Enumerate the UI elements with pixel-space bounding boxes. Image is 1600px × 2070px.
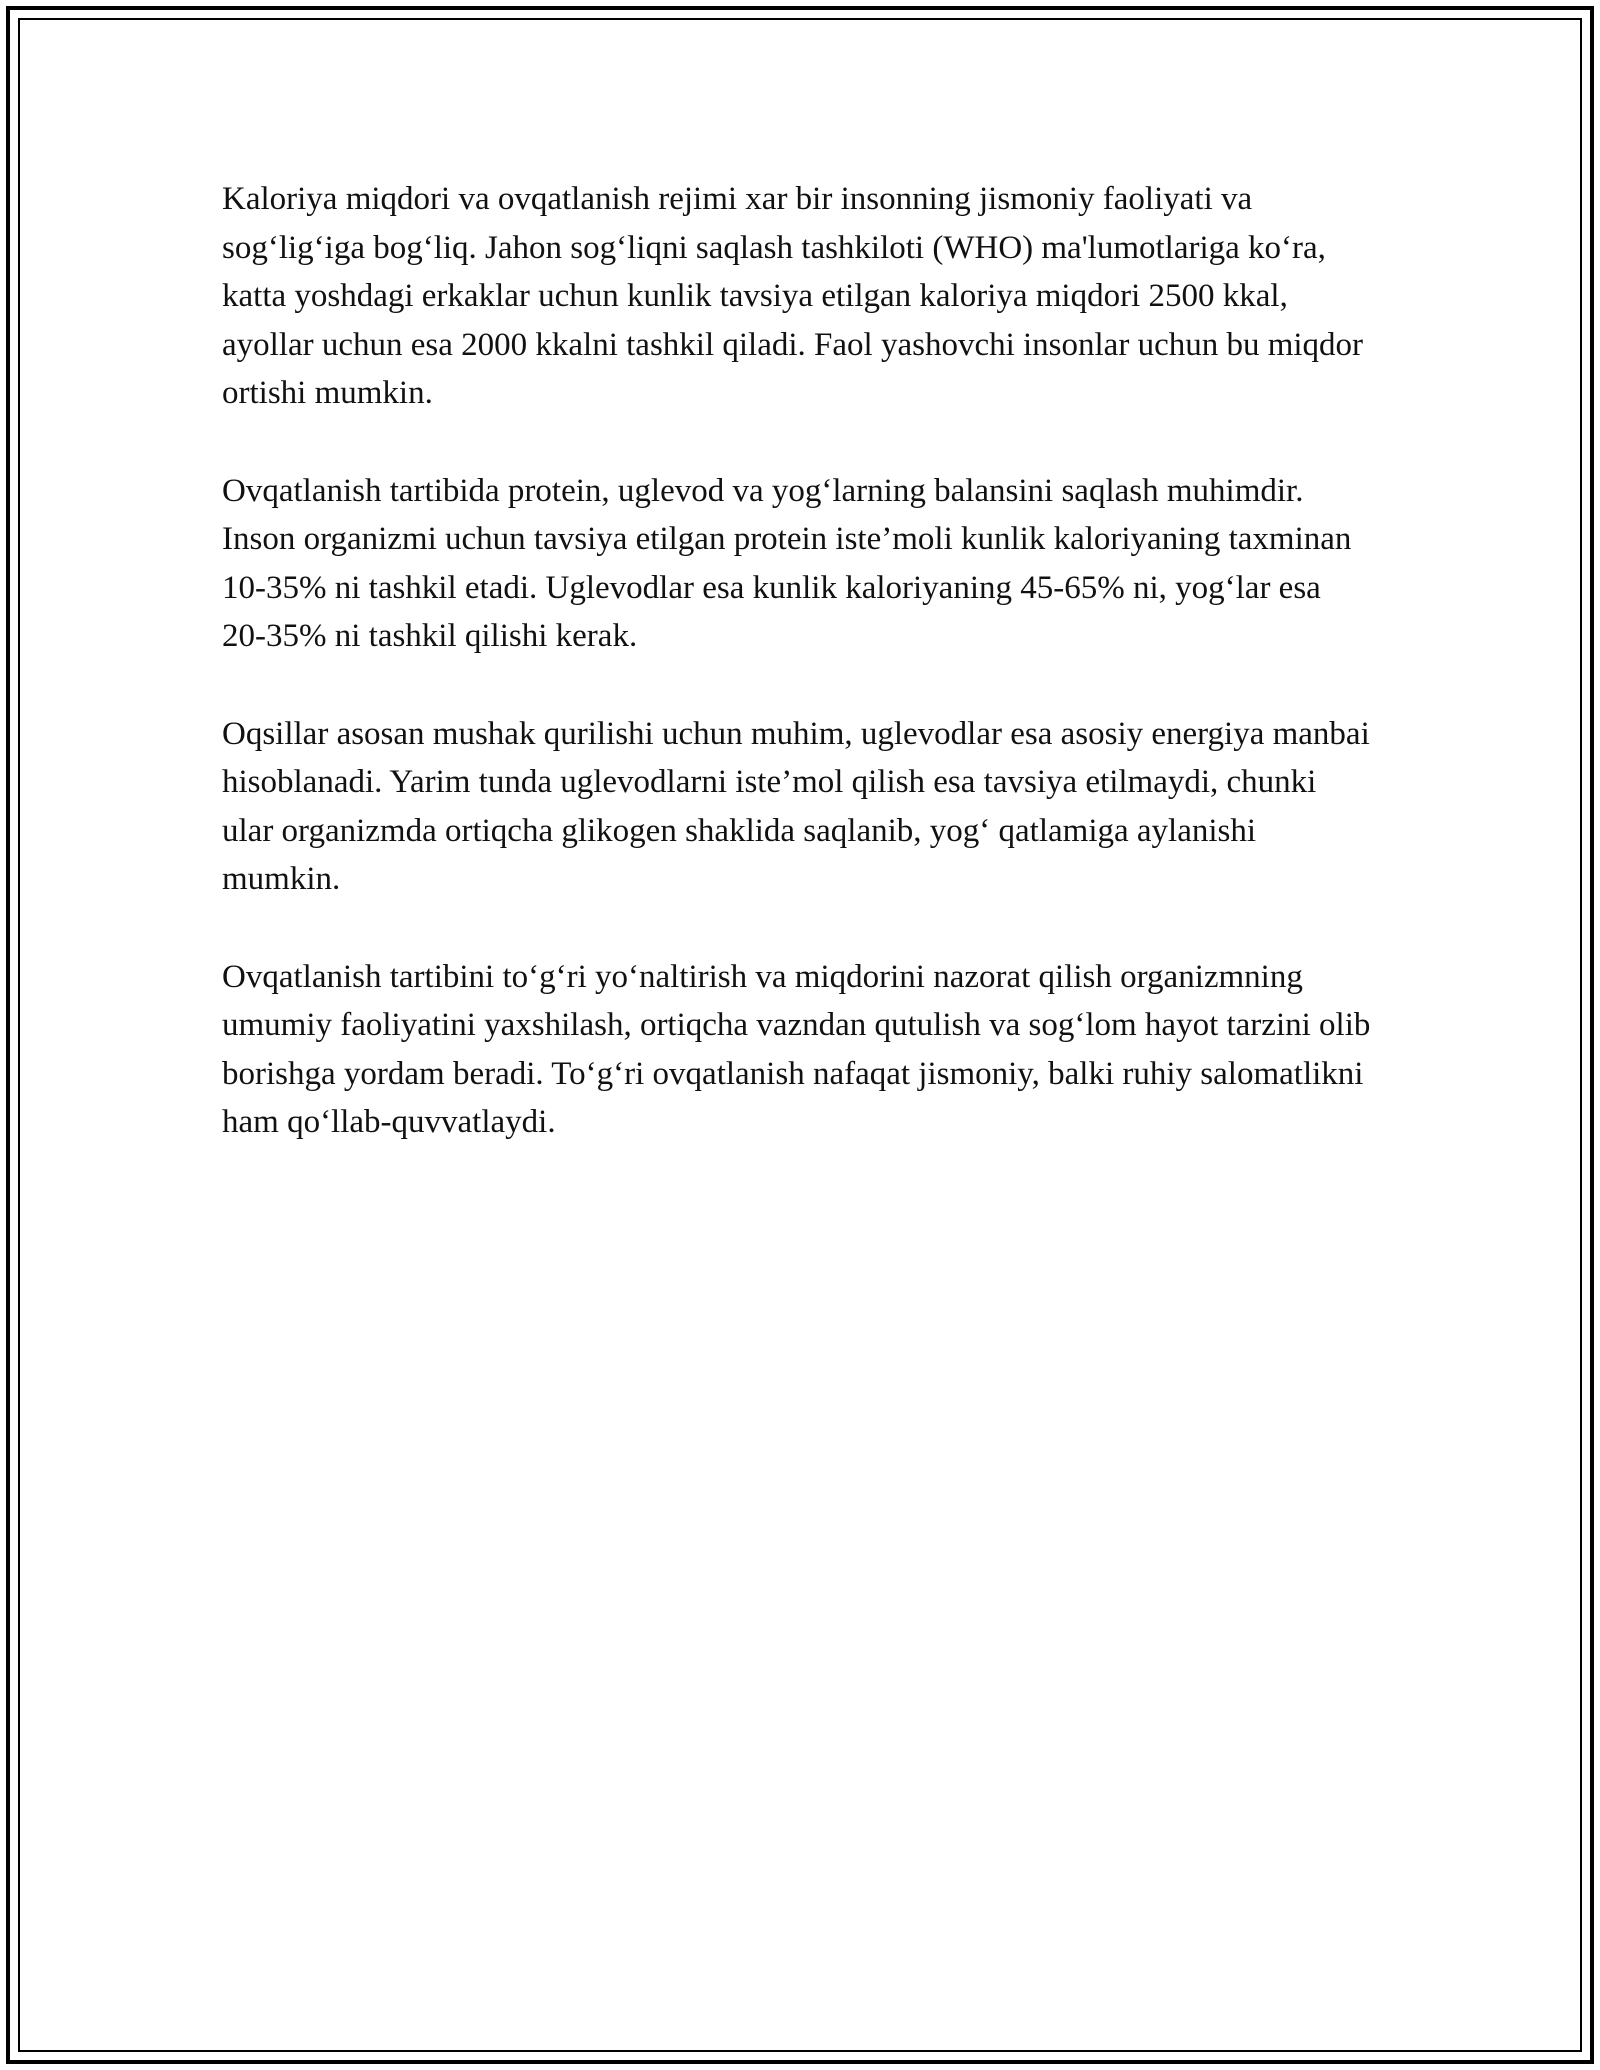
paragraph-macronutrient-balance: Ovqatlanish tartibida protein, uglevod va yog‘larning balansini saqlash muhimdir. Inson organizmi uchun tavsiya etilgan protein iste’moli kunlik kaloriyaning taxminan 10-35% ni tashkil etadi. Uglevodlar esa kunlik kaloriyaning 45-65% ni, yog‘lar esa 20-35% ni tashkil qilishi kerak.	[222, 472, 1352, 654]
paragraph-calorie-intake: Kaloriya miqdori va ovqatlanish rejimi xar bir insonning jismoniy faoliyati va sog‘lig‘iga bog‘liq. Jahon sog‘liqni saqlash tashkiloti (WHO) ma'lumotlariga ko‘ra, katta yoshdagi erkaklar uchun kunlik tavsiya etilgan kaloriya miqdori 2500 kkal, ayollar uchun esa 2000 kkalni tashkil qiladi. Faol yashovchi insonlar uchun bu miqdor ortishi mumkin.	[222, 181, 1364, 411]
document-body	[222, 175, 1372, 1196]
paragraph-proteins-carbohydrates: Oqsillar asosan mushak qurilishi uchun muhim, uglevodlar esa asosiy energiya manbai hisoblanadi. Yarim tunda uglevodlarni iste’mol qilish esa tavsiya etilmaydi, chunki ular organizmda ortiqcha glikogen shaklida saqlanib, yog‘ qatlamiga aylanishi mumkin.	[222, 715, 1370, 897]
paragraph-healthy-eating: Ovqatlanish tartibini to‘g‘ri yo‘naltirish va miqdorini nazorat qilish organizmning umumiy faoliyatini yaxshilash, ortiqcha vazndan qutulish va sog‘lom hayot tarzini olib borishga yordam beradi. To‘g‘ri ovqatlanish nafaqat jismoniy, balki ruhiy salomatlikni ham qo‘llab-quvvatlaydi.	[222, 958, 1371, 1140]
